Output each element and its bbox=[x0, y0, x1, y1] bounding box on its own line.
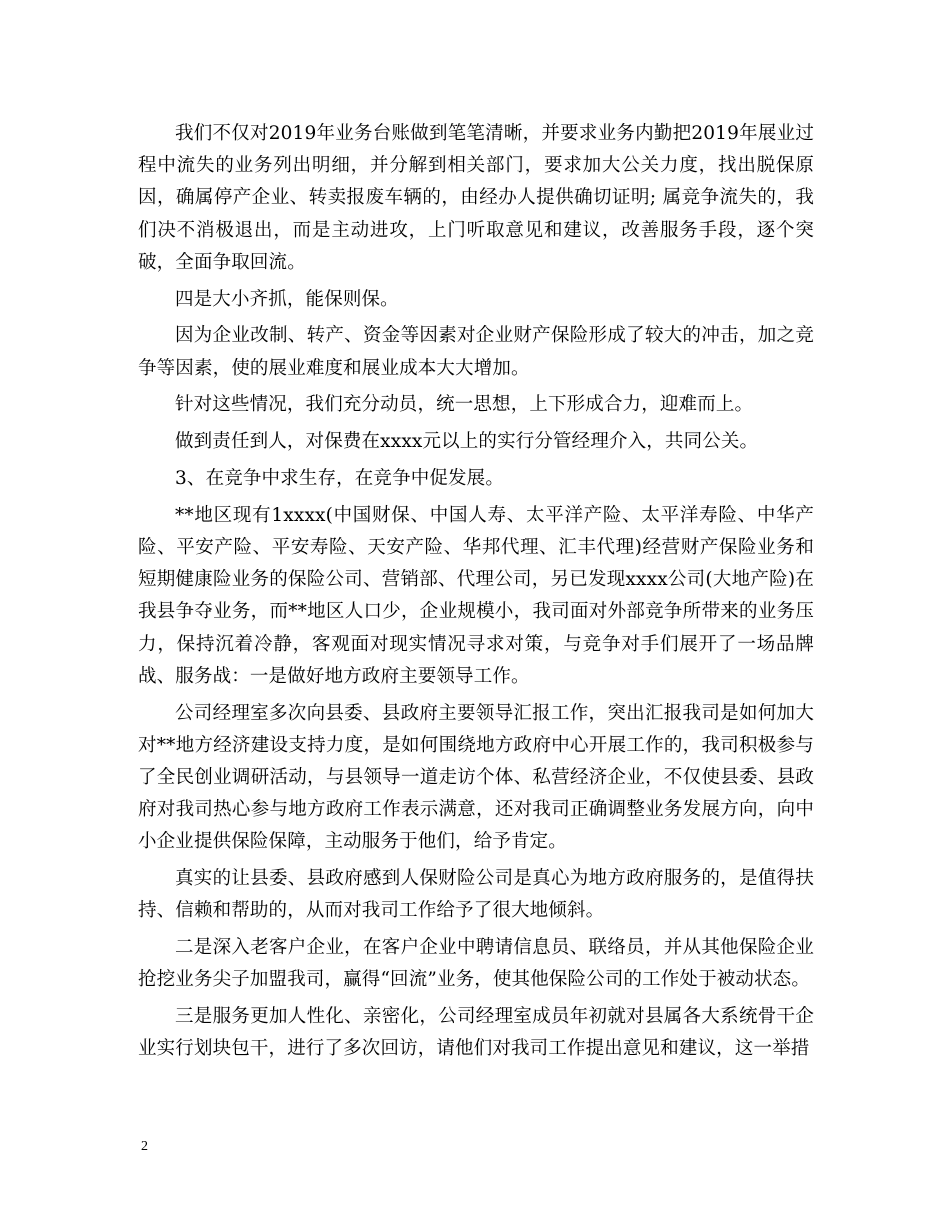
paragraph-4: 针对这些情况，我们充分动员，统一思想，上下形成合力，迎难而上。 bbox=[175, 394, 754, 416]
paragraph-3: 因为企业改制、转产、资金等因素对企业财产保险形成了较大的冲击，加之竞争等因素，使的展业难度和展业成本大大增加。 bbox=[138, 325, 814, 379]
paragraph-10: 二是深入老客户企业，在客户企业中聘请信息员、联络员，并从其他保险企业抢挖业务尖子加盟我司，赢得“回流”业务，使其他保险公司的工作处于被动状态。 bbox=[138, 937, 814, 991]
paragraph-7: **地区现有1xxxx(中国财保、中国人寿、太平洋产险、太平洋寿险、中华产险、平安产险、平安寿险、天安产险、华邦代理、汇丰代理)经营财产保险业务和短期健康险业务的保险公司、营销部、代理公司，另已发现xxxx公司(大地产险)在我县争夺业务，而**地区人口少，企业规模小，我司面对外部竞争所带来的业务压力，保持沉着冷静，客观面对现实情况寻求对策，与竞争对手们展开了一场品牌战、服务战：一是做好地方政府主要领导工作。 bbox=[138, 504, 814, 687]
paragraph-8: 公司经理室多次向县委、县政府主要领导汇报工作，突出汇报我司是如何加大对**地方经济建设支持力度，是如何围绕地方政府中心开展工作的，我司积极参与了全民创业调研活动，与县领导一道走访个体、私营经济企业，不仅使县委、县政府对我司热心参与地方政府工作表示满意，还对我司正确调整业务发展方向，向中小企业提供保险保障，主动服务于他们，给予肯定。 bbox=[138, 702, 814, 853]
paragraph-1: 我们不仅对2019年业务台账做到笔笔清晰，并要求业务内勤把2019年展业过程中流失的业务列出明细，并分解到相关部门，要求加大公关力度，找出脱保原因，确属停产企业、转卖报废车辆的，由经办人提供确切证明; 属竞争流失的，我们决不消极退出，而是主动进攻，上门听取意见和建议，改善服务手段，逐个突破，全面争取回流。 bbox=[138, 123, 814, 273]
paragraph-11: 三是服务更加人性化、亲密化，公司经理室成员年初就对县属各大系统骨干企业实行划块包干，进行了多次回访，请他们对我司工作提出意见和建议，这一举措 bbox=[138, 1006, 814, 1060]
paragraph-2: 四是大小齐抓，能保则保。 bbox=[175, 288, 399, 310]
document-body bbox=[138, 118, 814, 1070]
paragraph-6: 3、在竞争中求生存，在竞争中促发展。 bbox=[175, 468, 504, 489]
paragraph-9: 真实的让县委、县政府感到人保财险公司是真心为地方政府服务的，是值得扶持、信赖和帮助的，从而对我司工作给予了很大地倾斜。 bbox=[138, 868, 814, 922]
paragraph-5: 做到责任到人，对保费在xxxx元以上的实行分管经理介入，共同公关。 bbox=[175, 431, 759, 453]
page-number: 2 bbox=[141, 1139, 148, 1154]
